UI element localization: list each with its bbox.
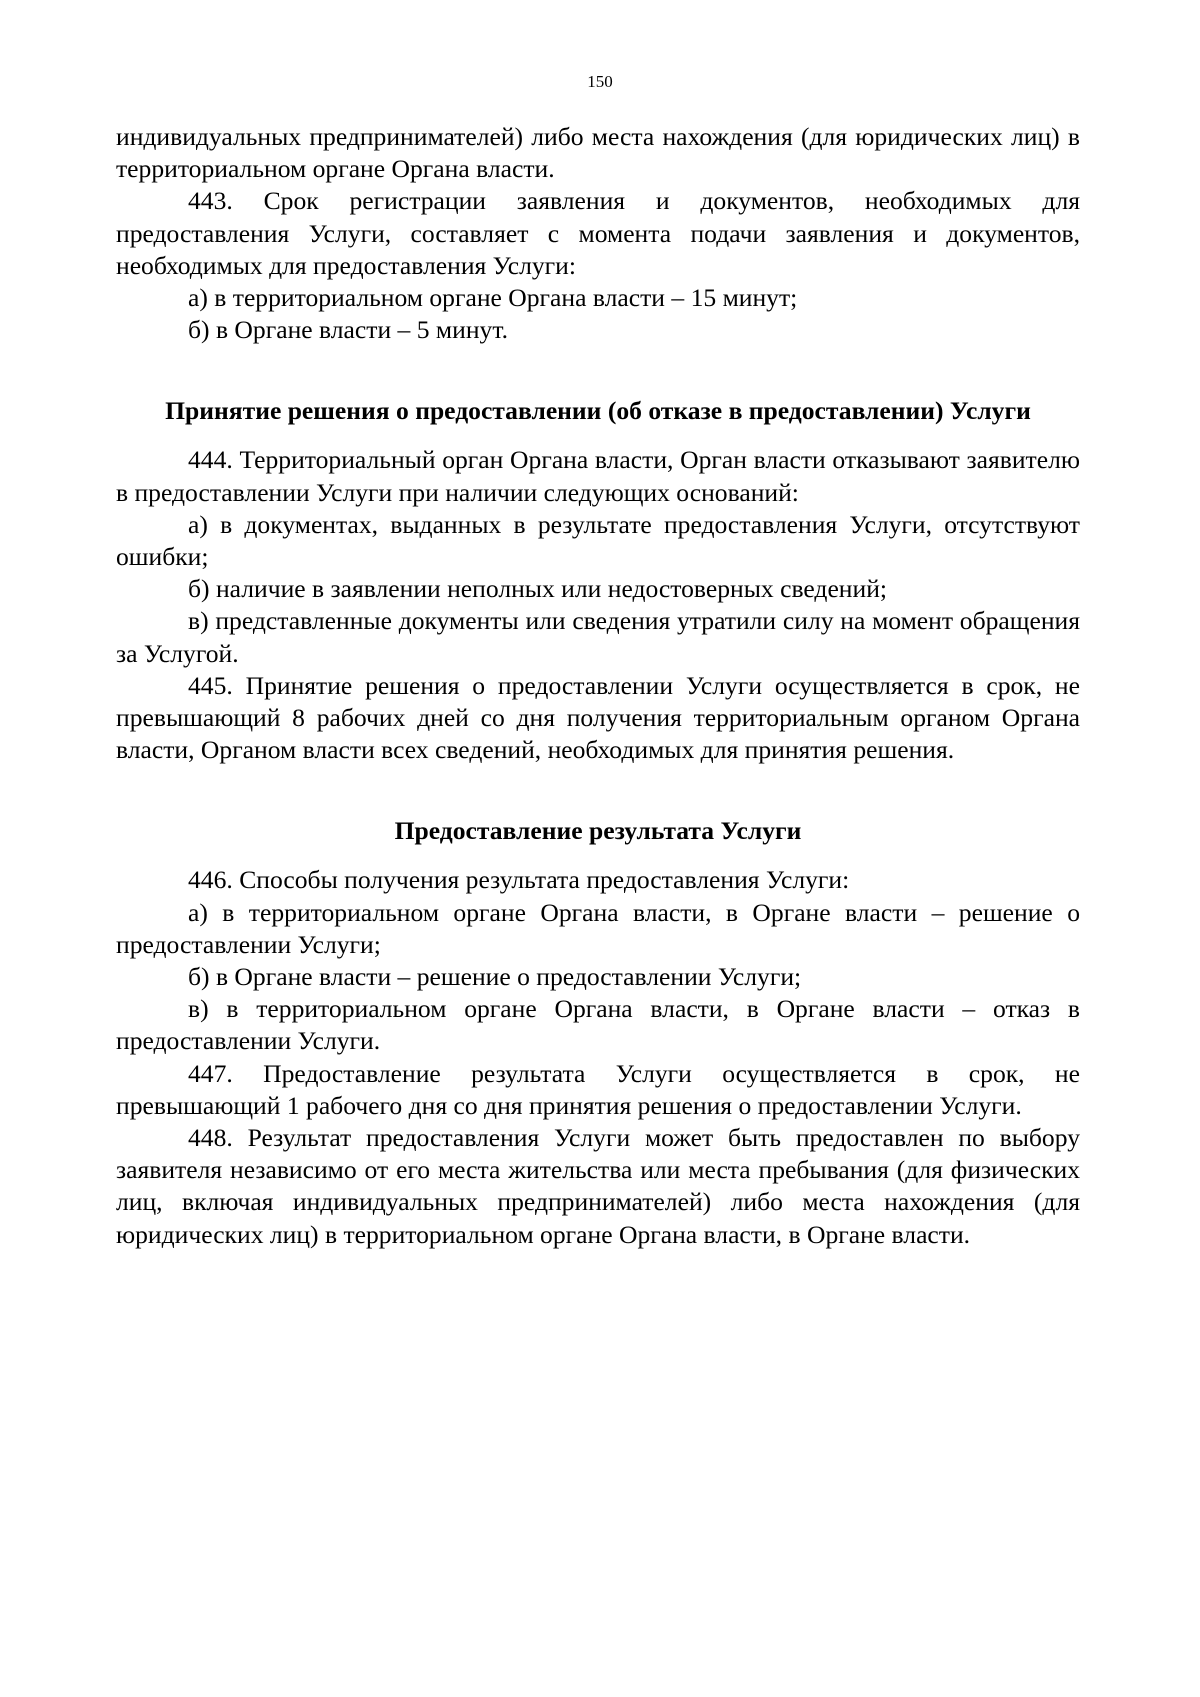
paragraph-448: 448. Результат предоставления Услуги может быть предоставлен по выбору заявителя независимо от его места жительства или места пребывания (для физических лиц, включая индивидуальных предпринимателей) либо места нахождения (для юридических лиц) в территориальном органе Органа власти, в Органе власти. [116,1123,1080,1249]
page-number: 150 [587,72,613,91]
paragraph-443: 443. Срок регистрации заявления и документов, необходимых для предоставления Услуги, составляет с момента подачи заявления и документов, необходимых для предоставления Услуги: [116,186,1080,280]
paragraph-446: 446. Способы получения результата предоставления Услуги: [188,865,850,895]
list-item-444a: а) в документах, выданных в результате предоставления Услуги, отсутствуют ошибки; [116,509,1080,572]
list-item-443a: а) в территориальном органе Органа власти – 15 минут; [188,283,798,313]
list-item-446b: б) в Органе власти – решение о предоставлении Услуги; [188,962,802,992]
section-heading-decision: Принятие решения о предоставлении (об отказе в предоставлении) Услуги [165,396,1031,426]
list-item-444c: в) представленные документы или сведения утратили силу на момент обращения за Услугой. [116,606,1080,668]
paragraph-445: 445. Принятие решения о предоставлении Услуги осуществляется в срок, не превышающий 8 рабочих дней со дня получения территориальным органом Органа власти, Органом власти всех сведений, необходимых для принятия решения. [116,670,1080,765]
paragraph-447: 447. Предоставление результата Услуги осуществляется в срок, не превышающий 1 рабочего дня со дня принятия решения о предоставлении Услуги. [116,1058,1080,1120]
section-heading-result: Предоставление результата Услуги [394,816,802,846]
document-body [116,121,1080,1251]
paragraph-444: 444. Территориальный орган Органа власти, Орган власти отказывают заявителю в предоставлении Услуги при наличии следующих оснований: [116,445,1080,507]
paragraph-intro: индивидуальных предпринимателей) либо места нахождения (для юридических лиц) в территориальном органе Органа власти. [116,122,1080,184]
list-item-443b: б) в Органе власти – 5 минут. [188,315,508,345]
list-item-444b: б) наличие в заявлении неполных или недостоверных сведений; [188,574,888,604]
list-item-446a: а) в территориальном органе Органа власти, в Органе власти – решение о предоставлении Услуги; [116,897,1080,959]
list-item-446c: в) в территориальном органе Органа власти, в Органе власти – отказ в предоставлении Услуги. [116,994,1080,1056]
